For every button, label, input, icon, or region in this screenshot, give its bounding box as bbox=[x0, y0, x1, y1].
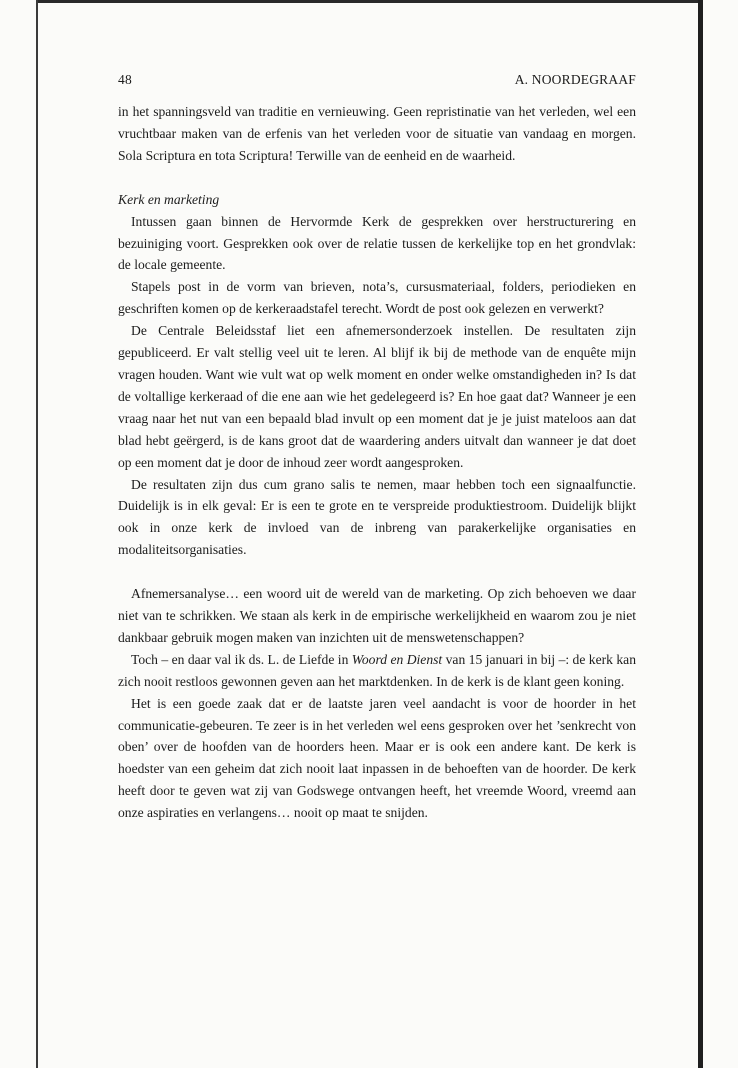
paragraph: Afnemersanalyse… een woord uit de wereld van de marketing. Op zich behoeven we daar niet van te schrikken. We staan als kerk in de empirische werkelijkheid en waarom zou je niet dankbaar gebruik mogen maken van inzichten uit de menswetenschappen? bbox=[118, 586, 636, 645]
scan-right-edge bbox=[698, 0, 703, 1068]
paragraph-continuation: in het spanningsveld van traditie en vernieuwing. Geen repristinatie van het verleden, wel een vruchtbaar maken van de erfenis van het verleden voor de situatie van vandaag en morgen. Sola Scriptura en tota Scriptura! Terwille van de eenheid en de waarheid. bbox=[118, 104, 636, 163]
paragraph: De Centrale Beleidsstaf liet een afnemersonderzoek instellen. De resultaten zijn gepubliceerd. Er valt stellig veel uit te leren. Al blijf ik bij de methode van de enquête mijn vragen houden. Want wie vult wat op welk moment en onder welke omstandigheden in? Is dat de voltallige kerkeraad of die ene aan wie het gedelegeerd is? En hoe gaat dat? Wanneer je een vraag naar het nut van een bepaald blad invult op een moment dat je je juist mateloos aan dat blad hebt geërgerd, is de kans groot dat de waardering anders uitvalt dan wanneer je dat doet op een moment dat je door de inhoud zeer wordt aangesproken. bbox=[118, 323, 636, 470]
paragraph-text: Toch – en daar val ik ds. L. de Liefde in bbox=[131, 651, 352, 667]
paragraph: Het is een goede zaak dat er de laatste jaren veel aandacht is voor de hoorder in het communicatie-gebeuren. Te zeer is in het verleden wel eens gesproken over het ’senkrecht von oben’ over de hoofden van de hoorders heen. Maar er is ook een andere kant. De kerk is hoedster van een geheim dat zich nooit laat inpassen in de behoeften van de hoorder. De kerk heeft door te geven wat zij van Godswege ontvangen heeft, het vreemde Woord, vreemd aan onze aspiraties en verlangens… nooit op maat te snijden. bbox=[118, 695, 636, 821]
paragraph: De resultaten zijn dus cum grano salis te nemen, maar hebben toch een signaalfunctie. Duidelijk is in elk geval: Er is een te grote en te verspreide produktiestroom. Duidelijk blijkt ook in onze kerk de invloed van de inbreng van parakerkelijke organisaties en modaliteitsorganisaties. bbox=[118, 476, 636, 558]
publication-title: Woord en Dienst bbox=[351, 651, 443, 667]
paragraph-text: van 15 januari in bij –: de kerk kan zich nooit restloos gewonnen geven aan het marktdenken. In de kerk is de klant geen koning. bbox=[118, 651, 636, 689]
scan-left-edge bbox=[36, 0, 38, 1068]
paragraph: Stapels post in de vorm van brieven, nota’s, cursusmateriaal, folders, periodieken en geschriften komen op de kerkeraadstafel terecht. Wordt de post ook gelezen en verwerkt? bbox=[118, 279, 636, 317]
body-text bbox=[118, 101, 636, 824]
page-number: 48 bbox=[118, 72, 132, 87]
paragraph bbox=[118, 649, 636, 693]
running-author: A. NOORDEGRAAF bbox=[514, 72, 636, 87]
scan-top-edge bbox=[38, 0, 700, 3]
paragraph: Intussen gaan binnen de Hervormde Kerk de gesprekken over herstructurering en bezuiniging voort. Gesprekken ook over de relatie tussen de kerkelijke top en het grondvlak: de locale gemeente. bbox=[118, 213, 636, 273]
running-header bbox=[118, 72, 636, 88]
section-heading: Kerk en marketing bbox=[118, 191, 220, 207]
